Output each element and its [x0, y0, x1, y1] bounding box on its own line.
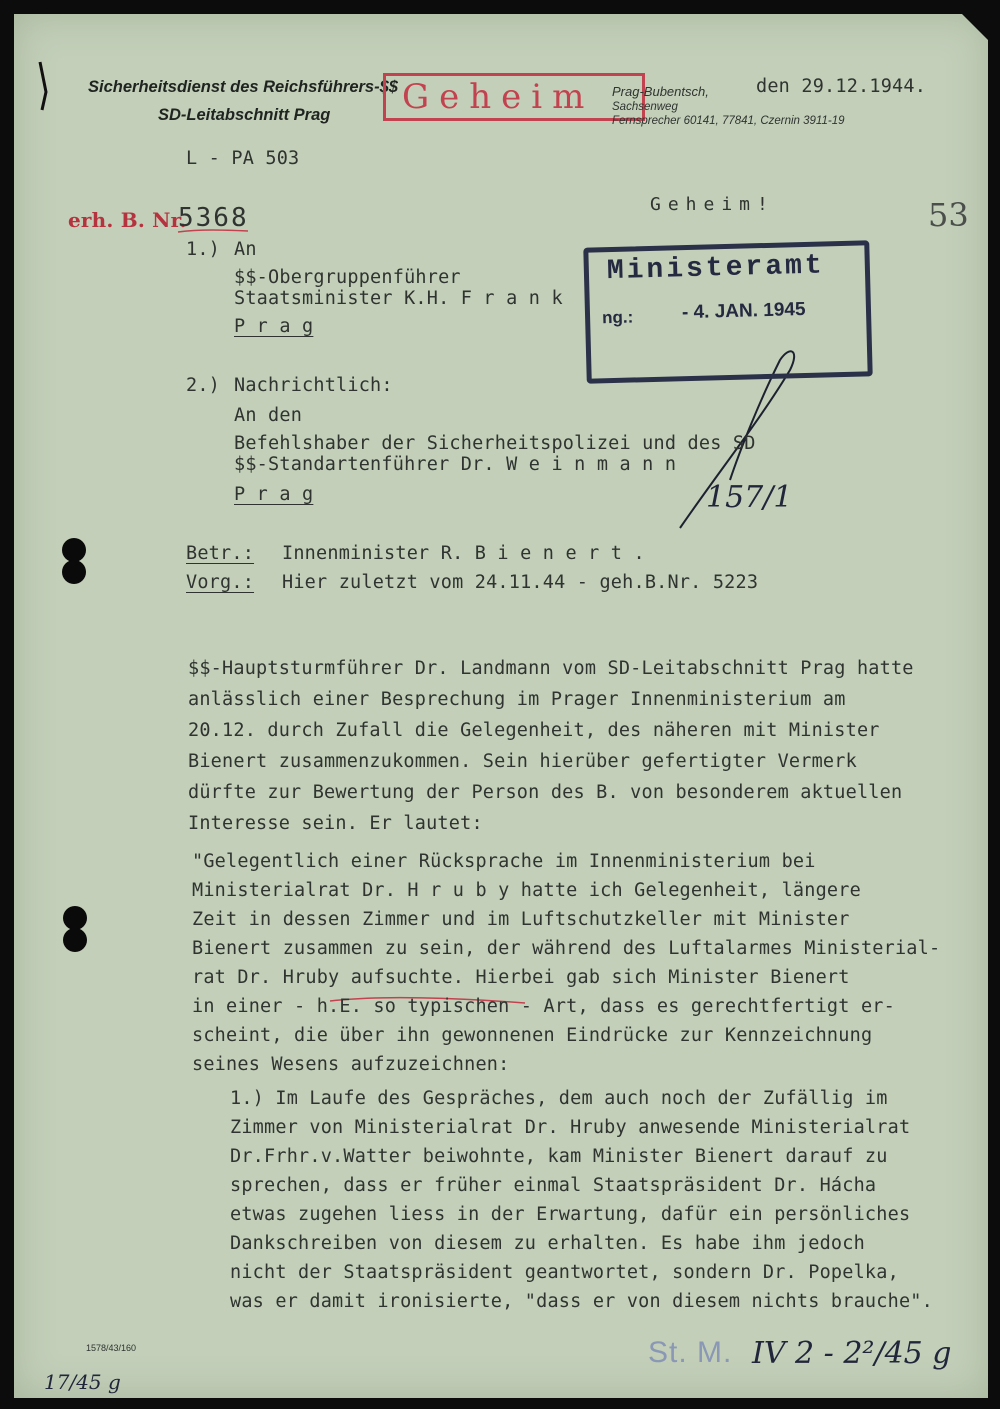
body-line: sprechen, dass er früher einmal Staatspräsident Dr. Hácha	[230, 1175, 877, 1196]
body-line: Interesse sein. Er lautet:	[188, 813, 483, 834]
phone-line: Fernsprecher 60141, 77841, Czernin 3911-19	[612, 115, 845, 127]
body-line: scheint, die über ihn gewonnenen Eindrücke zur Kennzeichnung	[192, 1025, 873, 1046]
body-line: rat Dr. Hruby aufsuchte. Hierbei gab sich Minister Bienert	[192, 967, 850, 988]
body-line: Ministerialrat Dr. H r u b y hatte ich Gelegenheit, längere	[192, 880, 861, 901]
body-line: seines Wesens aufzuzeichnen:	[192, 1054, 510, 1075]
recipient-2-label: Nachrichtlich:	[234, 375, 393, 396]
recipient-2-an: An den	[234, 405, 303, 426]
punch-hole	[63, 906, 87, 930]
body-line: was er damit ironisierte, "dass er von diesem nichts brauche".	[230, 1291, 933, 1312]
body-line: dürfte zur Bewertung der Person des B. von besonderem aktuellen	[188, 782, 903, 803]
form-number: 1578/43/160	[86, 1343, 137, 1353]
received-label: ng.:	[601, 307, 634, 328]
body-line: $$-Hauptsturmführer Dr. Landmann vom SD-Leitabschnitt Prag hatte	[188, 658, 914, 679]
punch-hole	[62, 538, 86, 562]
body-line: Dr.Frhr.v.Watter beiwohnte, kam Minister Bienert darauf zu	[230, 1146, 888, 1167]
vorg-label: Vorg.:	[186, 572, 255, 593]
body-line: Bienert zusammen zu sein, der während des Luftalarmes Ministerial-	[192, 938, 941, 959]
vorg-text: Hier zuletzt vom 24.11.44 - geh.B.Nr. 5223	[282, 572, 759, 593]
body-line: in einer - h.E. so typischen - Art, dass es gerechtfertigt er-	[192, 996, 895, 1017]
betr-label: Betr.:	[186, 543, 255, 564]
recipient-2-city: P r a g	[234, 484, 314, 505]
archive-reference: IV 2 - 2²/45 g	[752, 1336, 952, 1371]
registry-prefix: erh. B. Nr.	[68, 208, 187, 232]
ministeramt-title: Ministeramt	[606, 250, 826, 288]
body-line: 1.) Im Laufe des Gespräches, dem auch noch der Zufällig im	[230, 1088, 888, 1109]
body-line: Zeit in dessen Zimmer und im Luftschutzkeller mit Minister	[192, 909, 850, 930]
punch-hole	[62, 560, 86, 584]
recipient-1-city: P r a g	[234, 316, 314, 337]
archive-stamp: St. M.	[648, 1336, 733, 1369]
letter-date: den 29.12.1944.	[756, 76, 927, 97]
body-line: etwas zugehen liess in der Erwartung, dafür ein persönliches	[230, 1204, 911, 1225]
betr-text: Innenminister R. B i e n e r t .	[282, 543, 645, 564]
received-date: - 4. JAN. 1945	[681, 298, 806, 324]
body-line: Bienert zusammenzukommen. Sein hierüber gefertigter Vermerk	[188, 751, 857, 772]
letterhead-org: Sicherheitsdienst des Reichsführers-$$	[88, 78, 398, 96]
handwritten-mark: 157/1	[706, 480, 793, 515]
folded-corner	[962, 14, 988, 40]
body-line: nicht der Staatspräsident geantwortet, sondern Dr. Popelka,	[230, 1262, 899, 1283]
recipient-1-number: 1.)	[186, 239, 221, 260]
handwritten-reference: 17/45 g	[44, 1370, 121, 1394]
recipient-1-rank: $$-Obergruppenführer	[234, 267, 461, 288]
ministeramt-stamp	[583, 240, 872, 383]
body-line: Zimmer von Ministerialrat Dr. Hruby anwesende Ministerialrat	[230, 1117, 911, 1138]
recipient-1-an: An	[234, 239, 257, 260]
recipient-2-rank: $$-Standartenführer Dr. W e i n m a n n	[234, 454, 677, 475]
address-line1: Prag-Bubentsch,	[612, 84, 709, 99]
classification-mark: Geheim!	[650, 194, 775, 215]
page-number: 53	[928, 196, 969, 234]
punch-hole	[63, 928, 87, 952]
body-line: 20.12. durch Zufall die Gelegenheit, des näheren mit Minister	[188, 720, 880, 741]
registry-number: 5368	[178, 203, 249, 233]
recipient-2-office: Befehlshaber der Sicherheitspolizei und des SD	[234, 433, 756, 454]
file-reference: L - PA 503	[186, 148, 300, 169]
body-line: "Gelegentlich einer Rücksprache im Innenministerium bei	[192, 851, 816, 872]
body-line: anlässlich einer Besprechung im Prager Innenministerium am	[188, 689, 846, 710]
letterhead-office: SD-Leitabschnitt Prag	[158, 106, 331, 124]
recipient-2-number: 2.)	[186, 375, 221, 396]
recipient-1-name: Staatsminister K.H. F r a n k	[234, 288, 563, 309]
address-line2: Sachsenweg	[612, 101, 678, 113]
body-line: Dankschreiben von diesem zu erhalten. Es habe ihm jedoch	[230, 1233, 865, 1254]
geheim-stamp: Geheim	[383, 73, 645, 121]
